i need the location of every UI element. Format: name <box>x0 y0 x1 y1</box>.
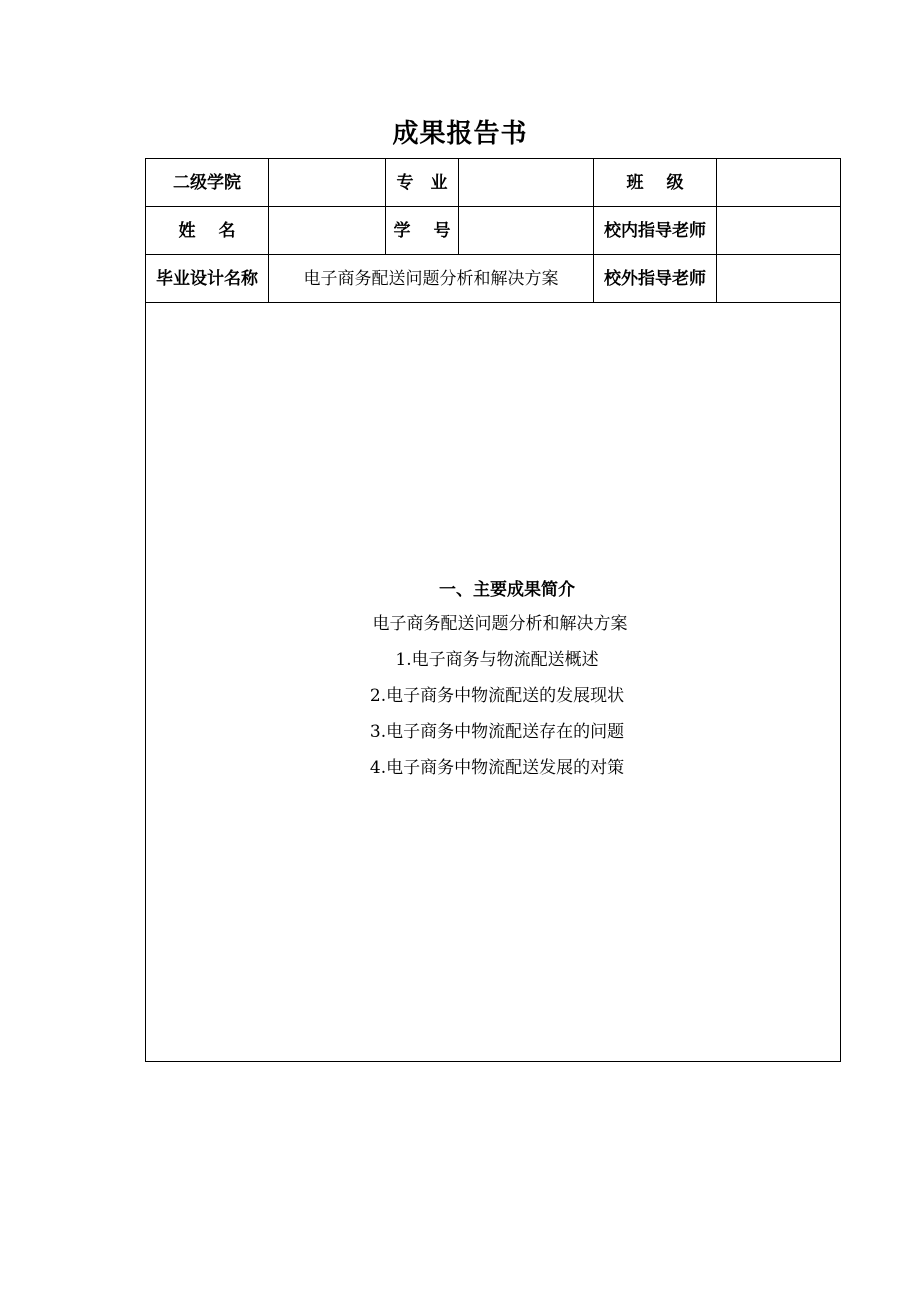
student-id-value <box>459 207 594 255</box>
info-row-name <box>146 207 841 255</box>
external-advisor-value <box>717 255 841 303</box>
summary-item: 2.电子商务中物流配送的发展现状 <box>369 686 625 706</box>
name-label: 姓 名 <box>146 207 269 255</box>
student-id-label: 学 号 <box>386 207 459 255</box>
college-value <box>269 159 386 207</box>
class-value <box>717 159 841 207</box>
summary-heading: 一、主要成果简介 <box>439 580 575 600</box>
external-advisor-label: 校外指导老师 <box>594 255 717 303</box>
summary-item: 4.电子商务中物流配送发展的对策 <box>369 758 625 778</box>
college-label: 二级学院 <box>146 159 269 207</box>
class-label: 班 级 <box>594 159 717 207</box>
project-value: 电子商务配送问题分析和解决方案 <box>269 255 594 303</box>
summary-list <box>150 649 836 779</box>
internal-advisor-label: 校内指导老师 <box>594 207 717 255</box>
summary-cell <box>146 303 841 1062</box>
name-value <box>269 207 386 255</box>
report-table <box>145 158 841 1062</box>
summary-item: 3.电子商务中物流配送存在的问题 <box>369 722 625 742</box>
info-row-college <box>146 159 841 207</box>
project-label: 毕业设计名称 <box>146 255 269 303</box>
summary-title: 电子商务配送问题分析和解决方案 <box>372 614 628 634</box>
major-value <box>459 159 594 207</box>
summary-item: 1.电子商务与物流配送概述 <box>395 650 599 670</box>
internal-advisor-value <box>717 207 841 255</box>
summary-row <box>146 303 841 1062</box>
info-row-project <box>146 255 841 303</box>
major-label: 专 业 <box>386 159 459 207</box>
document-title: 成果报告书 <box>392 119 528 149</box>
